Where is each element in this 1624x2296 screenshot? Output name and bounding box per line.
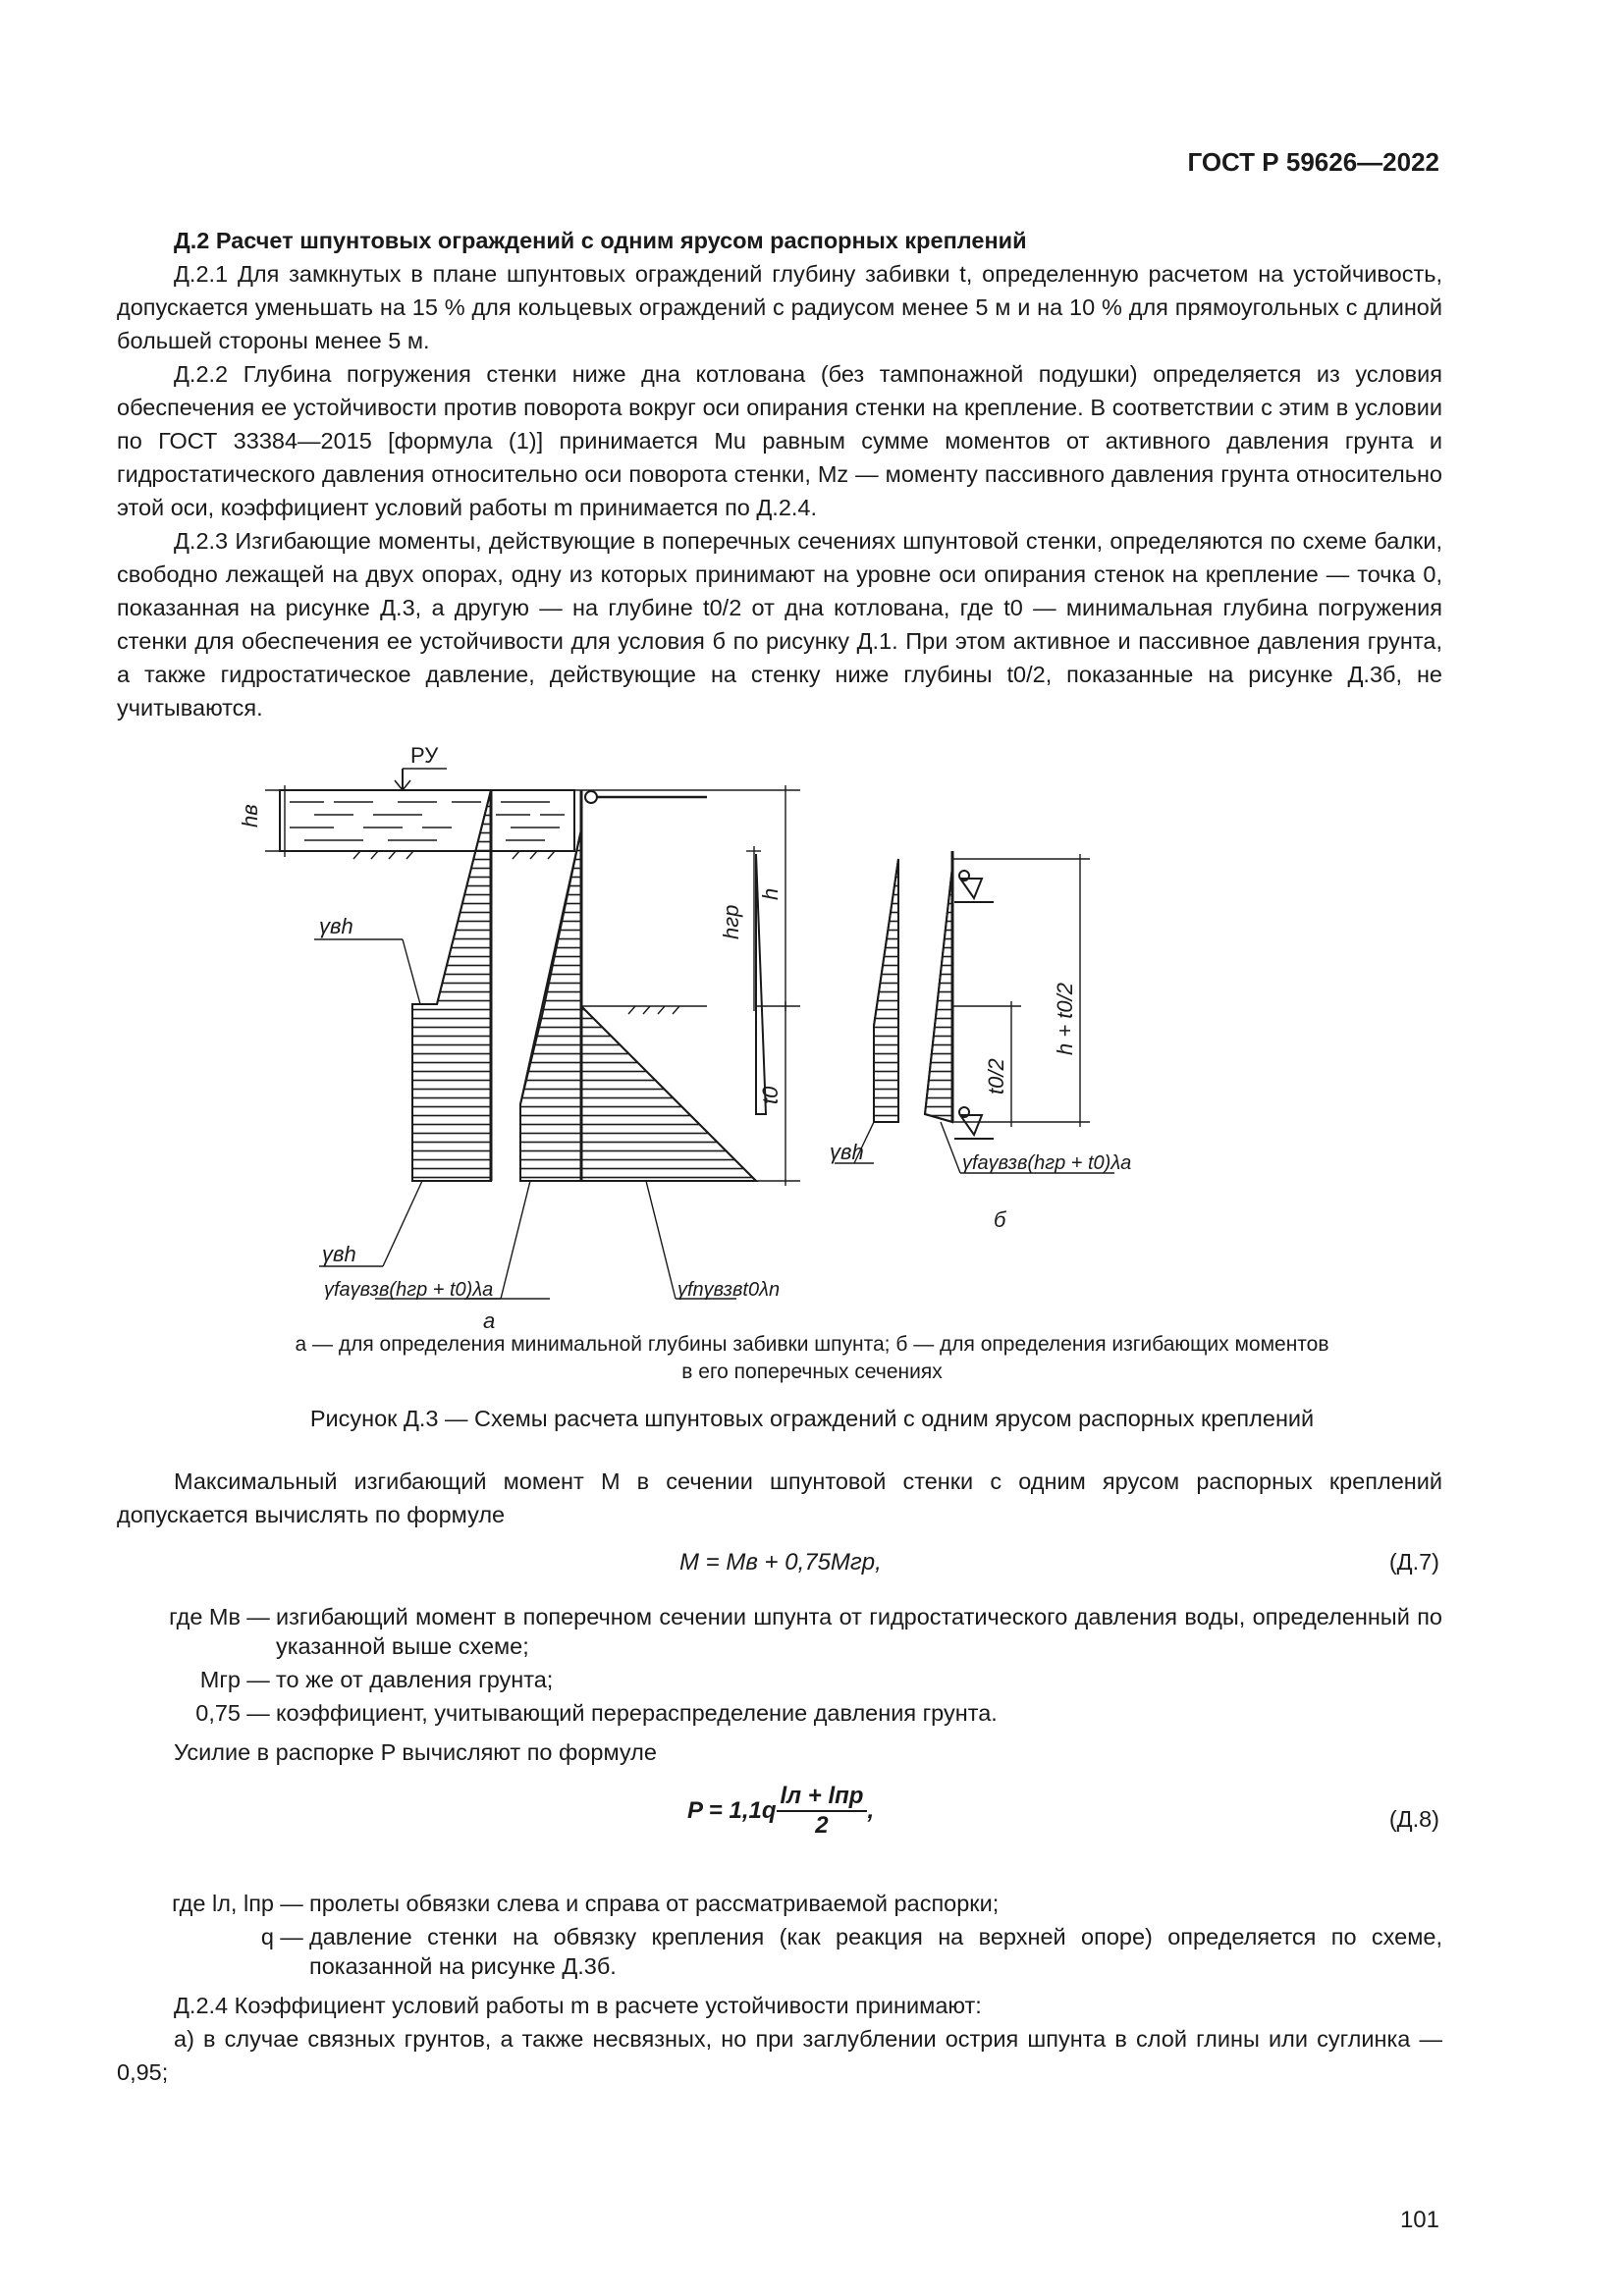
- strut-pivot: [585, 791, 597, 803]
- label-t0: t0: [758, 1086, 783, 1104]
- pressure-diagram-left: [412, 790, 491, 1181]
- water-zone: [280, 790, 574, 851]
- definition-term: 0,75: [195, 1700, 241, 1726]
- text-bottom: [117, 1989, 1442, 2089]
- formula-d8-fraction: [777, 1783, 868, 1840]
- text-block-top: [117, 224, 1442, 724]
- figure-d3: [226, 731, 1365, 1330]
- paragraph-force-intro: Усилие в распорке P вычисляют по формуле: [174, 1739, 657, 1765]
- definition-row: Mгр — то же от давления грунта;: [117, 1665, 1442, 1694]
- paragraph-d24a: а) в случае связных грунтов, а также несвязных, но при заглублении острия шпунта в слой глины или суглинка — 0,95;: [117, 2026, 1442, 2085]
- active-pressure-diagram: [520, 829, 581, 1181]
- definition-desc: давление стенки на обвязку крепления (как реакция на верхней опоре) определяется по схеме, показанной на рисунке Д.3б.: [309, 1924, 1442, 1979]
- label-gamma-h-2: γвh: [322, 1242, 356, 1266]
- page-number: 101: [1399, 2207, 1439, 2233]
- definition-desc: коэффициент, учитывающий перераспределение давления грунта.: [276, 1700, 998, 1726]
- formula-d7: M = Mв + 0,75Mгр,: [679, 1549, 882, 1575]
- text-force-intro: [117, 1735, 1442, 1769]
- definition-desc: пролеты обвязки слева и справа от рассматриваемой распорки;: [309, 1891, 1000, 1916]
- label-hgr: hгр: [719, 904, 743, 939]
- definition-term: где lл, lпр: [172, 1891, 274, 1916]
- paragraph-d21: Д.2.1 Для замкнутых в плане шпунтовых ограждений глубину забивки t, определенную расчетом на устойчивость, допускается уменьшать на 15 % для кольцевых ограждений с радиусом менее 5 м и на 10 % для прямоугольных с длиной большей стороны менее 5 м.: [117, 261, 1442, 353]
- support-bottom: [954, 1107, 994, 1139]
- label-hv: hв: [238, 804, 262, 828]
- definition-row: где Mв — изгибающий момент в поперечном сечении шпунта от гидростатического давления воды, определенный по указанной выше схеме;: [117, 1602, 1442, 1661]
- water-lines: [290, 802, 565, 840]
- formula-d8-denominator: 2: [815, 1812, 829, 1839]
- standard-header: ГОСТ Р 59626—2022: [1187, 147, 1439, 177]
- definition-desc: то же от давления грунта;: [276, 1667, 554, 1692]
- definitions-d8: [117, 1889, 1442, 1985]
- pressure-diagram-b-left: [874, 859, 898, 1122]
- definition-term: q: [260, 1924, 274, 1949]
- paragraph-d22: Д.2.2 Глубина погружения стенки ниже дна котлована (без тампонажной подушки) определяется из условия обеспечения ее устойчивости против поворота вокруг оси опирания стенки на крепление. В соответствии с этим в условии по ГОСТ 33384—2015 [формула (1)] принимается Mu равным сумме моментов от активного давления грунта и гидростатического давления относительно оси поворота стенки, Mz — моменту пассивного давления грунта относительно этой оси, коэффициент условий работы m принимается по Д.2.4.: [117, 361, 1442, 520]
- definition-row: q — давление стенки на обвязку крепления (как реакция на верхней опоре) определяется по схеме, показанной на рисунке Д.3б.: [117, 1922, 1442, 1981]
- formula-d7-number: (Д.7): [1388, 1549, 1439, 1575]
- paragraph-after-figure: Максимальный изгибающий момент M в сечении шпунтовой стенки с одним ярусом распорных креплений допускается вычислять по формуле: [117, 1468, 1442, 1527]
- definition-row: 0,75 — коэффициент, учитывающий перераспределение давления грунта.: [117, 1698, 1442, 1728]
- dimension-lines: [265, 785, 800, 1299]
- label-active: γfaγвзв(hгр + t0)λa: [324, 1279, 494, 1301]
- label-passive: γfnγвзвt0λn: [677, 1279, 781, 1301]
- definitions-d7: [117, 1602, 1442, 1732]
- label-gamma-h-b: γвh: [830, 1140, 864, 1164]
- formula-d8: P = 1,1q $\frac{\text{lл + lпр}}{2}$ ,: [687, 1783, 875, 1839]
- formula-d8-number: (Д.8): [1388, 1806, 1439, 1832]
- definition-term: Mгр: [199, 1667, 241, 1692]
- formula-d8-numerator: lл + lпр: [777, 1783, 868, 1812]
- text-after-figure: [117, 1465, 1442, 1531]
- label-gamma-h-1: γвh: [319, 914, 353, 938]
- paragraph-d23: Д.2.3 Изгибающие моменты, действующие в поперечных сечениях шпунтовой стенки, определяются по схеме балки, свободно лежащей на двух опорах, одну из которых принимают на уровне оси опирания стенок на крепление — точка 0, показанная на рисунке Д.3, а другую — на глубине t0/2 от дна котлована, где t0 — минимальная глубина погружения стенки для обеспечения ее устойчивости для условия б по рисунку Д.1. При этом активное и пассивное давления грунта, а также гидростатическое давление, действующие на стенку ниже глубины t0/2, показанные на рисунке Д.3б, не учитываются.: [117, 528, 1442, 721]
- formula-d8-lhs: P = 1,1q: [687, 1797, 777, 1824]
- label-h: h: [758, 887, 783, 900]
- label-t0-2: t0/2: [984, 1058, 1008, 1095]
- support-top: [954, 871, 994, 902]
- label-h-t0-2: h + t0/2: [1053, 982, 1077, 1055]
- paragraph-d24: Д.2.4 Коэффициент условий работы m в расчете устойчивости принимают:: [174, 1993, 982, 2018]
- label-active-b: γfaγвзв(hгр + t0)λa: [962, 1152, 1132, 1174]
- section-heading: Д.2 Расчет шпунтовых ограждений с одним ярусом распорных креплений: [174, 228, 1027, 253]
- definition-term: где Mв: [169, 1604, 241, 1629]
- definition-desc: изгибающий момент в поперечном сечении шпунта от гидростатического давления воды, определенный по указанной выше схеме;: [276, 1604, 1442, 1659]
- figure-title: Рисунок Д.3 — Схемы расчета шпунтовых ограждений с одним ярусом распорных креплений: [309, 1406, 1315, 1431]
- figure-caption-line-1: а — для определения минимальной глубины забивки шпунта; б — для определения изгибающих моментов: [295, 1333, 1329, 1356]
- figure-caption-line-2: в его поперечных сечениях: [681, 1361, 943, 1383]
- definition-row: где lл, lпр — пролеты обвязки слева и справа от рассматриваемой распорки;: [117, 1889, 1442, 1918]
- label-sub-a: а: [483, 1308, 496, 1330]
- label-sub-b: б: [994, 1207, 1006, 1232]
- label-ru: РУ: [410, 743, 439, 768]
